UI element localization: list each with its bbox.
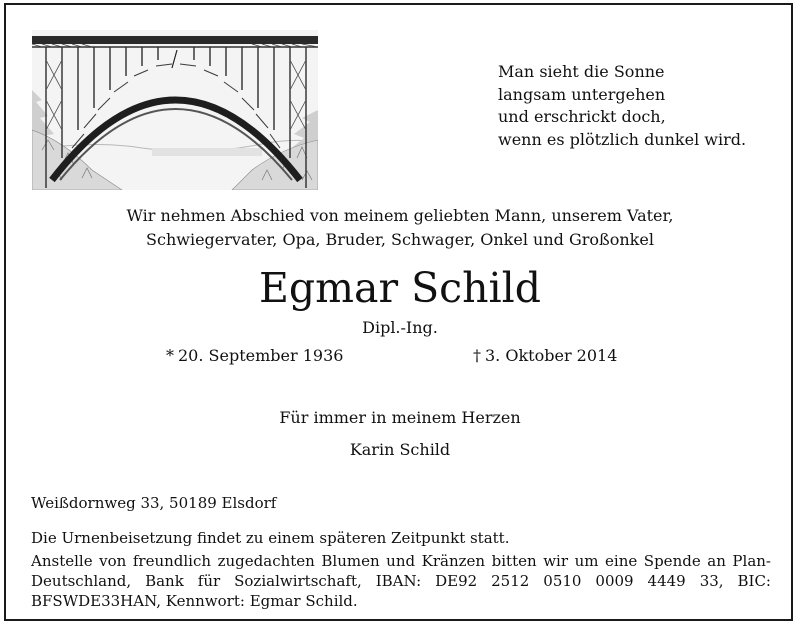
deceased-name: Egmar Schild [258, 264, 542, 312]
poem-line: langsam untergehen [498, 84, 666, 104]
donation-note: Anstelle von freundlich zugedachten Blumen und Kränzen bitten wir um eine Spende an Plan-Deutschland, Bank für Sozialwirtschaft, IBAN: DE92 2512 0510 0009 4449 33, BIC: BFSWDE33HAN, Kennwort: Egmar Schild. [31, 552, 771, 610]
urn-note: Die Urnenbeisetzung findet zu einem späteren Zeitpunkt statt. [31, 529, 510, 547]
birth-symbol: * [166, 346, 174, 365]
farewell-intro [0, 204, 800, 251]
signer-name: Karin Schild [349, 440, 451, 459]
address: Weißdornweg 33, 50189 Elsdorf [31, 494, 277, 512]
poem-line: und erschrickt doch, [498, 107, 666, 126]
intro-line-1: Wir nehmen Abschied von meinem geliebten Mann, unserem Vater, [126, 206, 674, 225]
poem-line: wenn es plötzlich dunkel wird. [498, 129, 747, 149]
poem-line: Man sieht die Sonne [498, 62, 665, 81]
cross-icon: † [473, 346, 481, 365]
closing-text: Für immer in meinem Herzen [279, 408, 521, 427]
birth-date [166, 346, 343, 365]
death-date-text: 3. Oktober 2014 [485, 346, 618, 365]
birth-date-text: 20. September 1936 [178, 346, 344, 365]
poem [498, 61, 746, 151]
death-date [473, 346, 617, 365]
deceased-title: Dipl.-Ing. [362, 318, 438, 337]
bridge-image [32, 30, 318, 190]
intro-line-2: Schwiegervater, Opa, Bruder, Schwager, Onkel und Großonkel [146, 229, 654, 249]
